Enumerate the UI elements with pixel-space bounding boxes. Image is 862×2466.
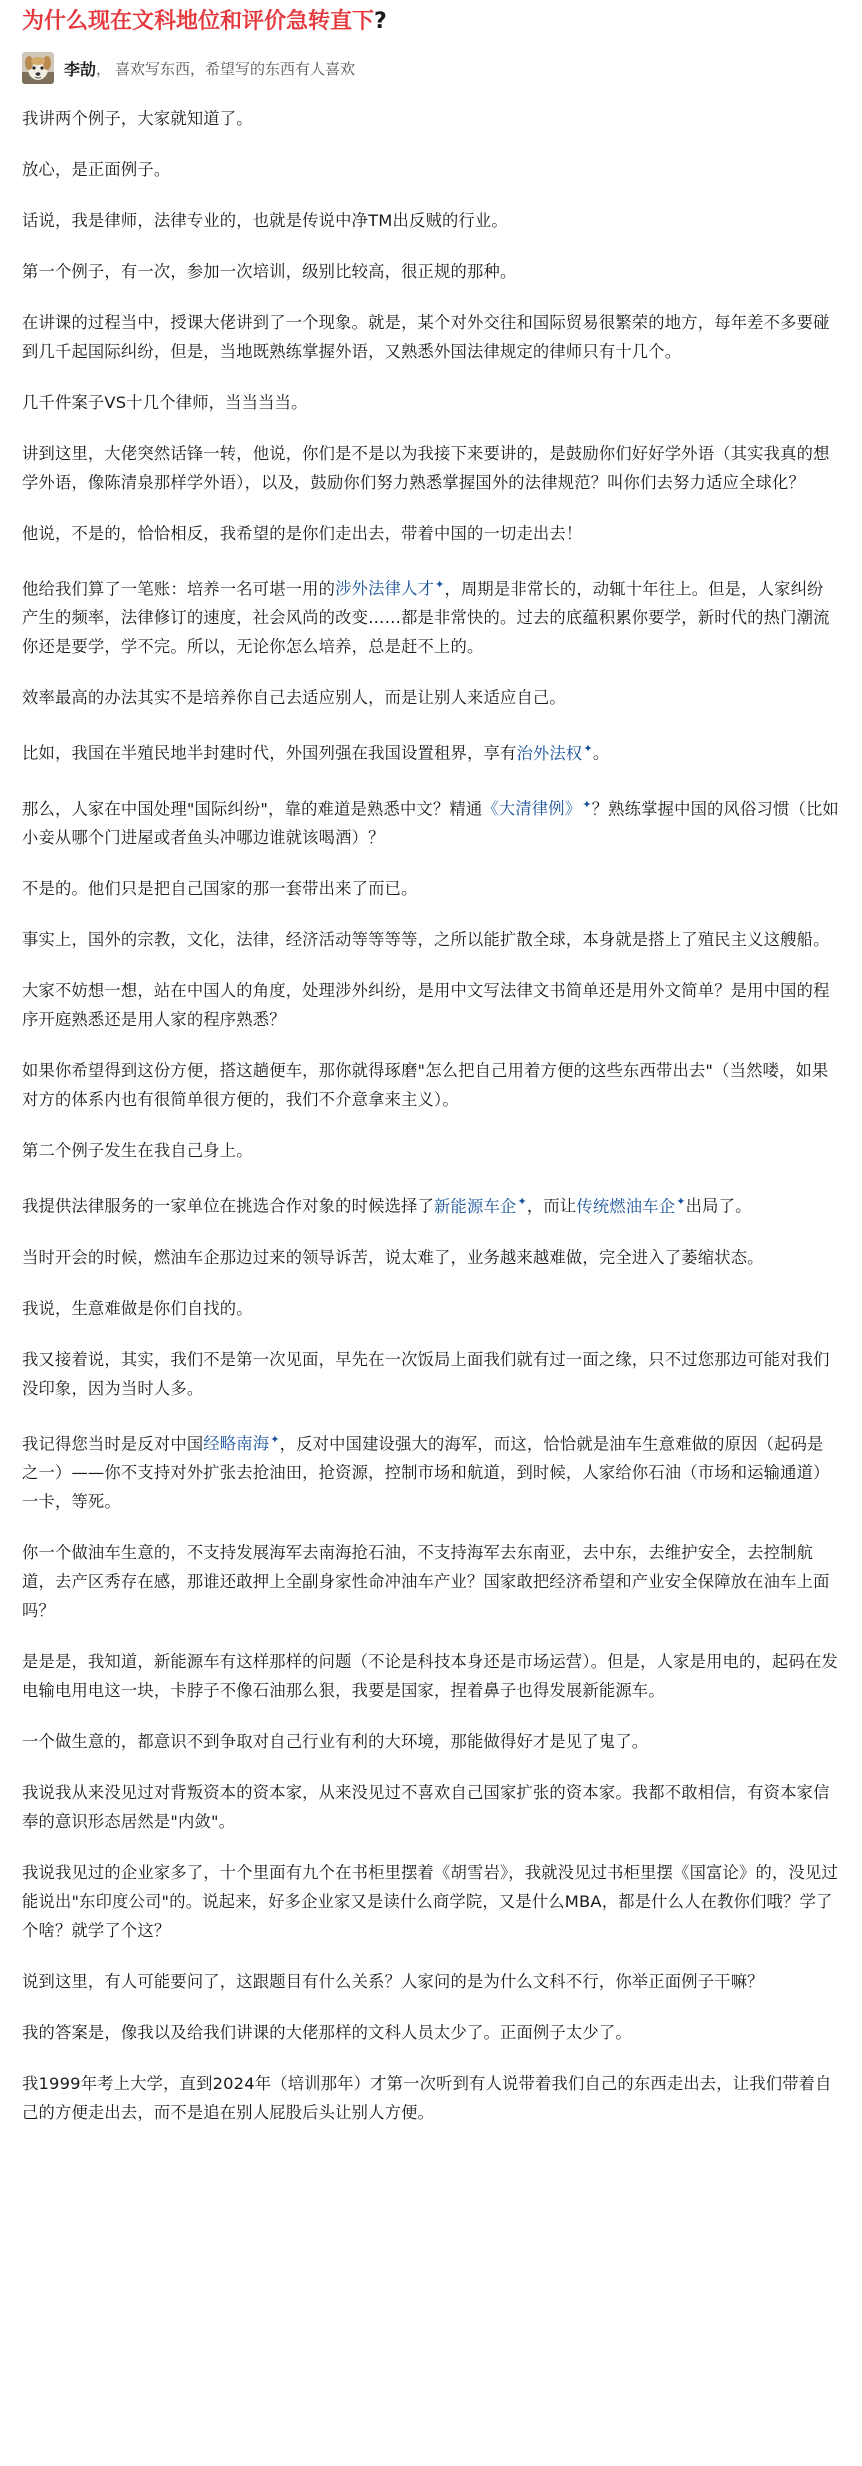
paragraph	[22, 790, 840, 852]
paragraph: 你一个做油车生意的，不支持发展海军去南海抢石油，不支持海军去东南亚，去中东，去维护安全，去控制航道，去产区秀存在感，那谁还敢押上全副身家性命冲油车产业？国家敢把经济希望和产业安全保障放在油车上面吗？	[22, 1543, 830, 1621]
paragraph-text: 我记得您当时是反对中国	[22, 1434, 204, 1454]
paragraph-text: ，而让	[526, 1196, 577, 1216]
paragraph	[22, 734, 840, 767]
question-title-rest[interactable]: ?	[374, 9, 387, 34]
paragraph: 我说，生意难做是你们自找的。	[22, 1298, 253, 1318]
paragraph-text: 那么，人家在中国处理"国际纠纷"，靠的难道是熟悉中文？精通	[22, 799, 483, 819]
sparkle-icon: ✦	[583, 742, 593, 756]
sparkle-icon: ✦	[517, 1195, 527, 1209]
paragraph: 他说，不是的，恰恰相反，我希望的是你们走出去，带着中国的一切走出去！	[22, 524, 583, 543]
paragraph: 讲到这里，大佬突然话锋一转，他说，你们是不是以为我接下来要讲的，是鼓励你们好好学外语（其实我真的想学外语，像陈清泉那样学外语），以及，鼓励你们努力熟悉掌握国外的法律规范？叫你们去努力适应全球化？	[22, 444, 830, 492]
sparkle-icon: ✦	[676, 1195, 686, 1209]
paragraph: 效率最高的办法其实不是培养你自己去适应别人，而是让别人来适应自己。	[22, 688, 566, 708]
question-title-highlight[interactable]: 为什么现在文科地位和评价急转直下	[22, 9, 375, 34]
answer-content	[22, 104, 840, 2127]
paragraph: 我讲两个例子，大家就知道了。	[22, 109, 253, 128]
paragraph: 当时开会的时候，燃油车企那边过来的领导诉苦，说太难了，业务越来越难做，完全进入了萎缩状态。	[22, 1247, 764, 1267]
dog-avatar-icon[interactable]	[22, 52, 54, 84]
paragraph: 说到这里，有人可能要问了，这跟题目有什么关系？人家问的是为什么文科不行，你举正面例子干嘛？	[22, 1972, 764, 1992]
paragraph: 事实上，国外的宗教，文化，法律，经济活动等等等等，之所以能扩散全球，本身就是搭上了殖民主义这艘船。	[22, 930, 830, 950]
paragraph: 我说我从来没见过对背叛资本的资本家，从来没见过不喜欢自己国家扩张的资本家。我都不敢相信，有资本家信奉的意识形态居然是"内敛"。	[22, 1783, 830, 1832]
paragraph: 我又接着说，其实，我们不是第一次见面，早先在一次饭局上面我们就有过一面之缘，只不过您那边可能对我们没印象，因为当时人多。	[22, 1349, 830, 1398]
paragraph: 如果你希望得到这份方便，搭这趟便车，那你就得琢磨"怎么把自己用着方便的这些东西带出去"（当然喽，如果对方的体系内也有很简单很方便的，我们不介意拿来主义）。	[22, 1061, 829, 1110]
keyword-link-extraterritoriality[interactable]: 治外法权✦	[516, 742, 593, 763]
author-separator: ，	[96, 59, 112, 78]
keyword-link-south-china-sea[interactable]: 经略南海✦	[203, 1432, 280, 1454]
question-title[interactable]	[22, 6, 840, 38]
paragraph	[22, 1187, 840, 1220]
paragraph	[22, 570, 840, 661]
paragraph: 我说我见过的企业家多了，十个里面有九个在书柜里摆着《胡雪岩》，我就没见过书柜里摆《国富论》的，没见过能说出"东印度公司"的。说起来，好多企业家又是读什么商学院，又是什么MBA，都是什么人在教你们哦？学了个啥？就学了个这？	[22, 1863, 838, 1941]
keyword-link-fuel-automaker[interactable]: 传统燃油车企✦	[576, 1195, 686, 1216]
paragraph: 话说，我是律师，法律专业的，也就是传说中净TM出反贼的行业。	[22, 211, 508, 230]
paragraph-text: 出局了。	[685, 1196, 752, 1216]
paragraph: 几千件案子VS十几个律师，当当当当。	[22, 393, 308, 412]
keyword-link-foreign-legal-talent[interactable]: 涉外法律人才✦	[335, 578, 445, 599]
paragraph: 放心，是正面例子。	[22, 160, 171, 179]
author-name[interactable]: 李劼	[64, 59, 97, 79]
keyword-link-qing-code[interactable]: 《大清律例》✦	[482, 797, 592, 819]
paragraph-text: ？熟练掌握中国的风俗习惯（比如小妾从哪个门进屋或者鱼头冲哪边谁就该喝酒）？	[22, 799, 839, 848]
paragraph: 是是是，我知道，新能源车有这样那样的问题（不论是科技本身还是市场运营）。但是，人家是用电的，起码在发电输电用电这一块，卡脖子不像石油那么狠，我要是国家，捏着鼻子也得发展新能源车。	[22, 1652, 838, 1701]
paragraph: 第一个例子，有一次，参加一次培训，级别比较高，很正规的那种。	[22, 262, 517, 281]
paragraph-text: 他给我们算了一笔账：培养一名可堪一用的	[22, 579, 336, 599]
author-info	[22, 50, 840, 86]
paragraph	[22, 1425, 840, 1516]
paragraph: 大家不妨想一想，站在中国人的角度，处理涉外纠纷，是用中文写法律文书简单还是用外文简单？是用中国的程序开庭熟悉还是用人家的程序熟悉？	[22, 981, 830, 1030]
paragraph-text: 我提供法律服务的一家单位在挑选合作对象的时候选择了	[22, 1196, 435, 1216]
paragraph: 在讲课的过程当中，授课大佬讲到了一个现象。就是，某个对外交往和国际贸易很繁荣的地方，每年差不多要碰到几千起国际纠纷，但是，当地既熟练掌握外语，又熟悉外国法律规定的律师只有十几个。	[22, 313, 830, 361]
paragraph: 我的答案是，像我以及给我们讲课的大佬那样的文科人员太少了。正面例子太少了。	[22, 2023, 632, 2043]
keyword-link-new-energy-automaker[interactable]: 新能源车企✦	[434, 1195, 527, 1216]
sparkle-icon: ✦	[270, 1432, 280, 1446]
paragraph: 一个做生意的，都意识不到争取对自己行业有利的大环境，那能做得好才是见了鬼了。	[22, 1732, 649, 1752]
paragraph: 不是的。他们只是把自己国家的那一套带出来了而已。	[22, 879, 418, 899]
paragraph: 第二个例子发生在我自己身上。	[22, 1141, 253, 1161]
paragraph-text: ，周期是非常长的，动辄十年往上。但是，人家纠纷产生的频率，法律修订的速度，社会风尚的改变……都是非常快的。过去的底蕴积累你要学，新时代的热门潮流你还是要学，学不完。所以，无论你怎么培养，总是赶不上的。	[22, 579, 830, 657]
paragraph-text: 比如，我国在半殖民地半封建时代，外国列强在我国设置租界，享有	[22, 743, 517, 763]
sparkle-icon: ✦	[582, 797, 592, 811]
sparkle-icon: ✦	[435, 578, 445, 591]
paragraph: 我1999年考上大学，直到2024年（培训那年）才第一次听到有人说带着我们自己的东西走出去，让我们带着自己的方便走出去，而不是追在别人屁股后头让别人方便。	[22, 2074, 832, 2123]
paragraph-text: 。	[592, 743, 610, 763]
author-bio: 喜欢写东西，希望写的东西有人喜欢	[115, 59, 356, 78]
paragraph-text: ，反对中国建设强大的海军，而这，恰恰就是油车生意难做的原因（起码是之一）——你不支持对外扩张去抢油田，抢资源，控制市场和航道，到时候，人家给你石油（市场和运输通道）一卡，等死。	[22, 1434, 830, 1512]
